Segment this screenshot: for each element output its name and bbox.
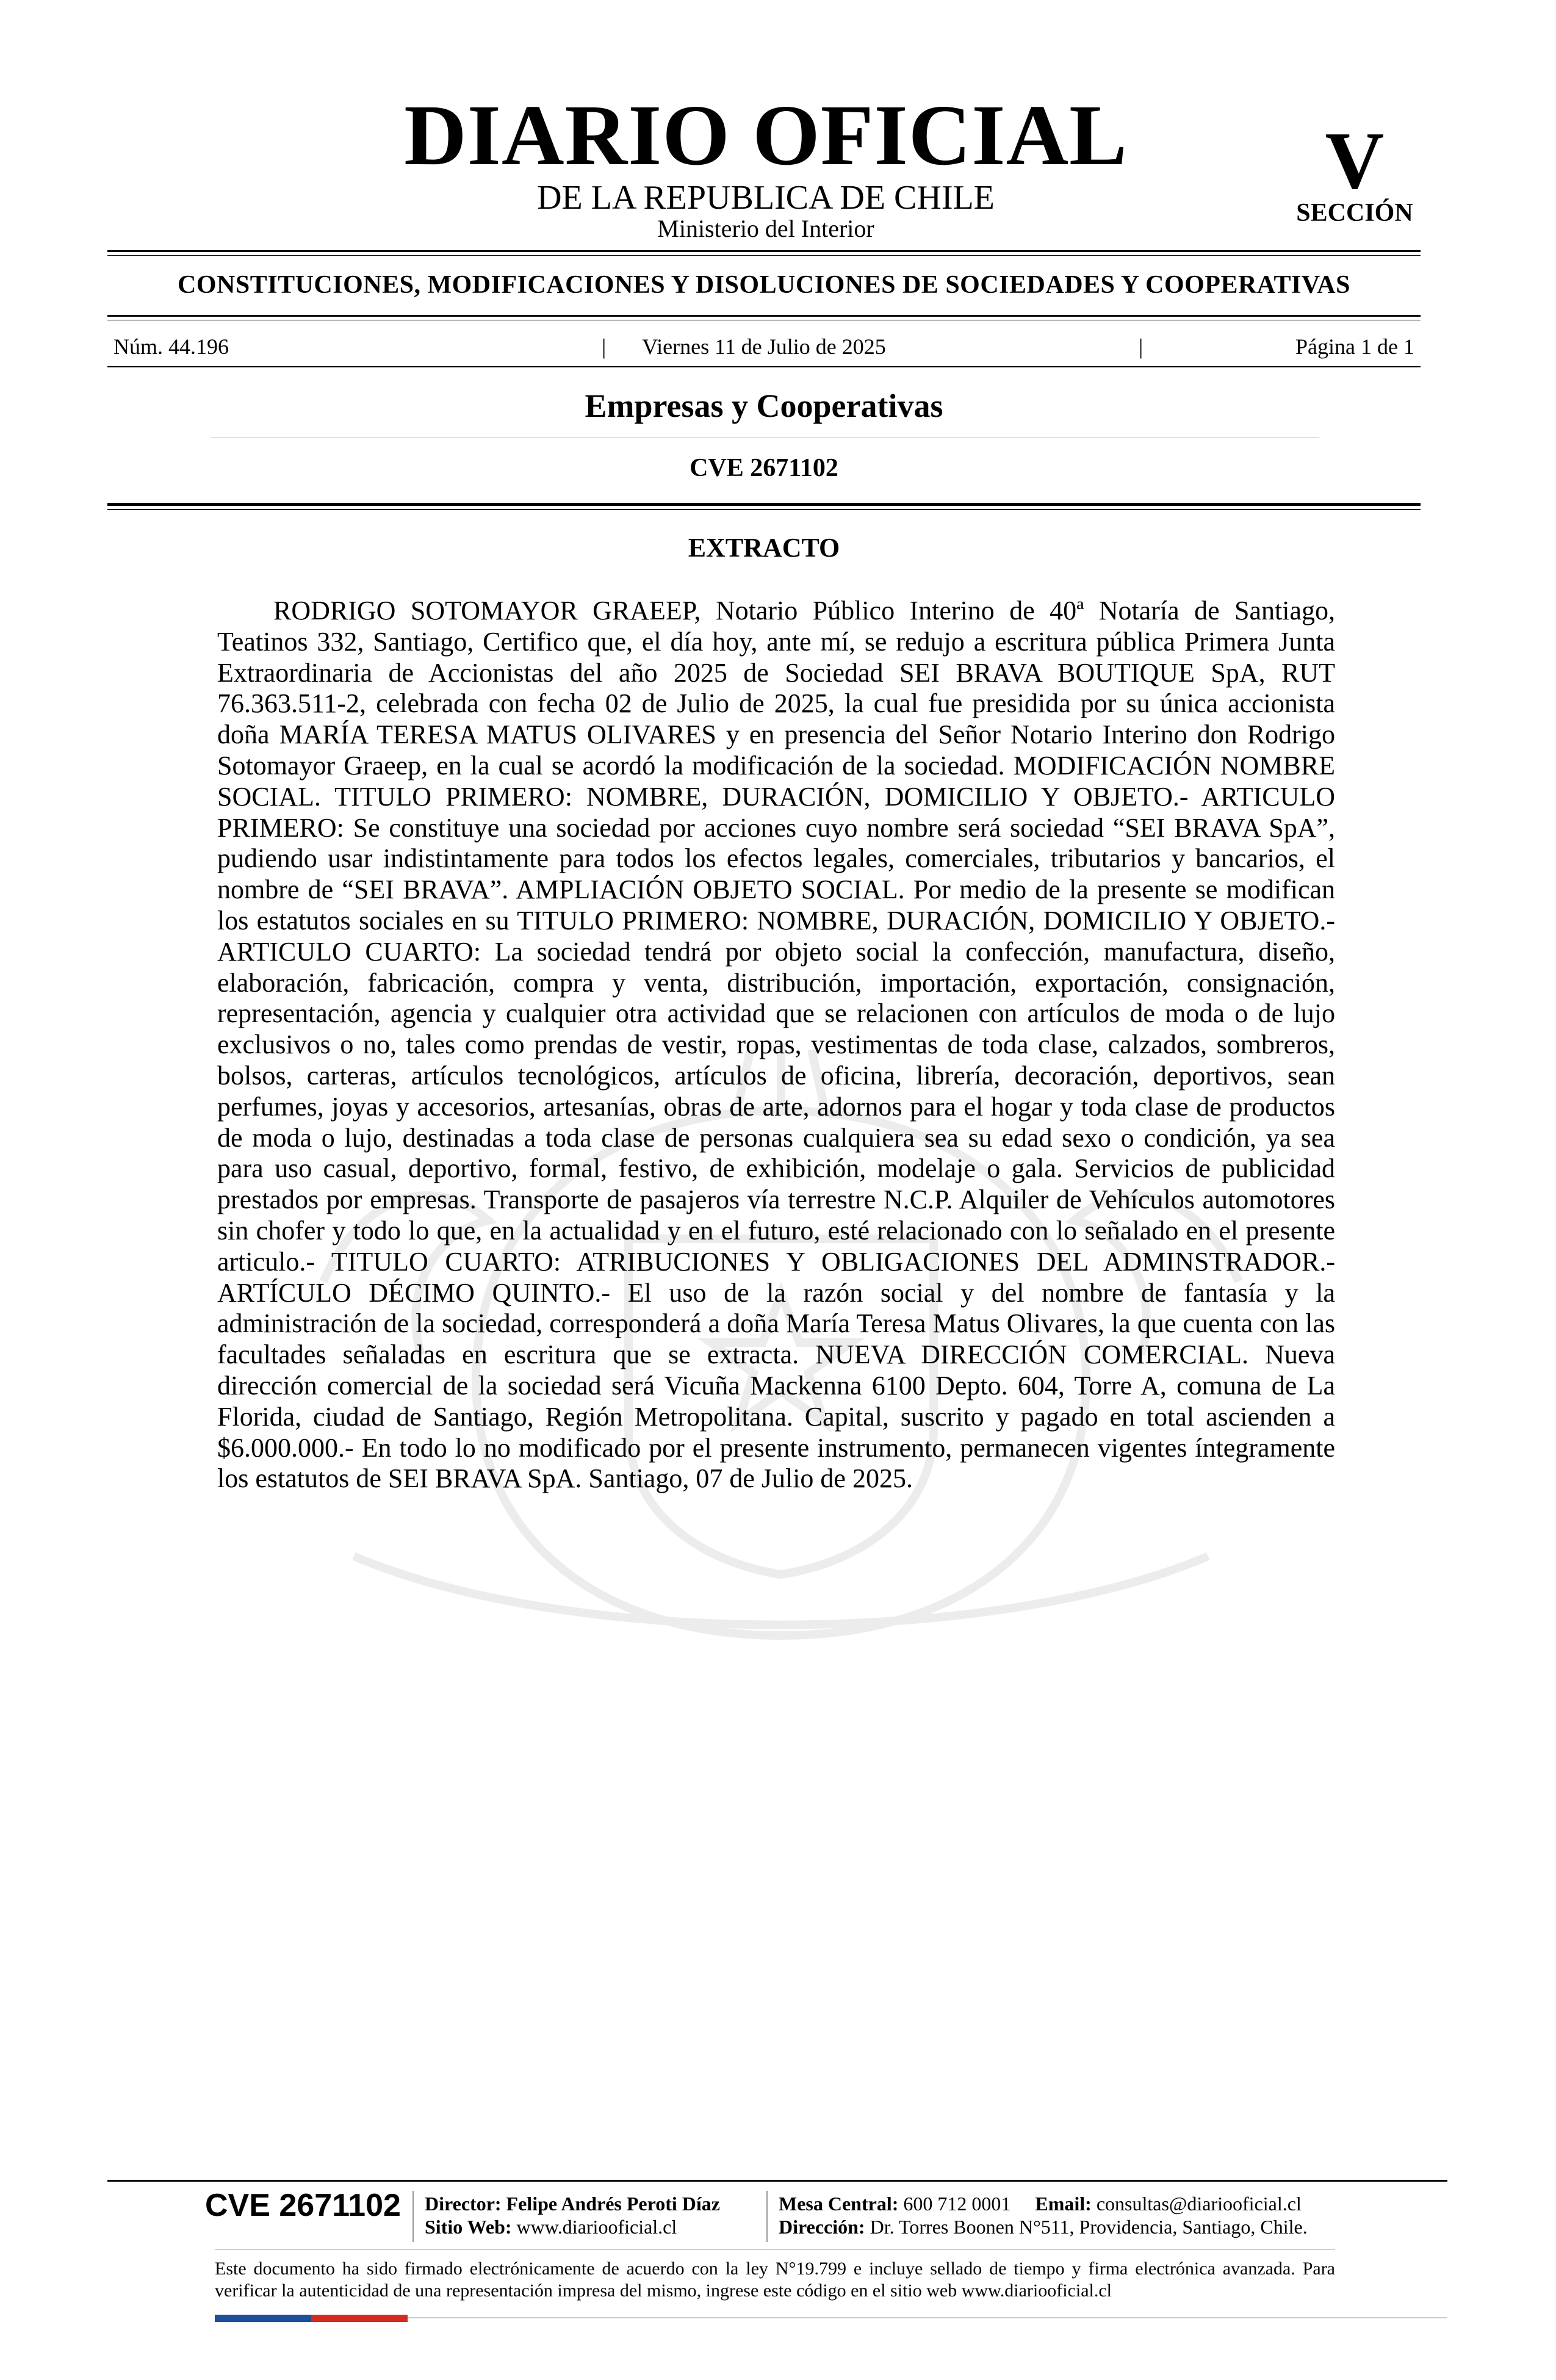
issue-separator: | bbox=[1139, 334, 1144, 359]
email-label: Email: bbox=[1035, 2193, 1092, 2215]
mesa-central-label: Mesa Central: bbox=[779, 2193, 899, 2215]
flag-blue-segment bbox=[215, 2315, 311, 2322]
section-label: SECCIÓN bbox=[1296, 199, 1413, 227]
issue-info-row bbox=[107, 334, 1421, 359]
address-label: Dirección: bbox=[779, 2216, 865, 2238]
category-underline bbox=[211, 437, 1319, 438]
masthead-ministry: Ministerio del Interior bbox=[657, 215, 874, 242]
footer-bottom-divider bbox=[408, 2317, 1447, 2318]
header-divider-thin bbox=[107, 509, 1421, 510]
footer-divider bbox=[107, 2180, 1447, 2182]
email-link[interactable]: consultas@diariooficial.cl bbox=[1096, 2193, 1302, 2215]
document-body: RODRIGO SOTOMAYOR GRAEEP, Notario Público Interino de 40ª Notaría de Santiago, Teatinos 332, Santiago, Certifico que, el día hoy, ante mí, se redujo a escritura pública Primera Junta Extraordinaria de Accionistas del año 2025 de Sociedad SEI BRAVA BOUTIQUE SpA, RUT 76.363.511-2, celebrada con fecha 02 de Julio de 2025, la cual fue presidida por su única accionista doña MARÍA TERESA MATUS OLIVARES y en presencia del Señor Notario Interino don Rodrigo Sotomayor Graeep, en la cual se acordó la modificación de la sociedad. MODIFICACIÓN NOMBRE SOCIAL. TITULO PRIMERO: NOMBRE, DURACIÓN, DOMICILIO Y OBJETO.- ARTICULO PRIMERO: Se constituye una sociedad por acciones cuyo nombre será sociedad “SEI BRAVA SpA”, pudiendo usar indistintamente para todos los efectos legales, comerciales, tributarios y bancarios, el nombre de “SEI BRAVA”. AMPLIACIÓN OBJETO SOCIAL. Por medio de la presente se modifican los estatutos sociales en su TITULO PRIMERO: NOMBRE, DURACIÓN, DOMICILIO Y OBJETO.- ARTICULO CUARTO: La sociedad tendrá por objeto social la confección, manufactura, diseño, elaboración, fabricación, compra y venta, distribución, importación, exportación, consignación, representación, agencia y cualquier otra actividad que se relacionen con artículos de moda o de lujo exclusivos o no, tales como prendas de vestir, ropas, vestimentas de toda clase, calzados, sombreros, bolsos, carteras, artículos tecnológicos, artículos de oficina, librería, decoración, deportivos, sean perfumes, joyas y accesorios, artesanías, obras de arte, adornos para el hogar y toda clase de productos de moda o lujo, destinadas a toda clase de personas cualquiera sea su edad sexo o condición, ya sea para uso casual, deportivo, formal, festivo, de exhibición, modelaje o gala. Servicios de publicidad prestados por empresas. Transporte de pasajeros vía terrestre N.C.P. Alquiler de Vehículos automotores sin chofer y todo lo que, en la actualidad y en el futuro, esté relacionado con lo señalado en el presente articulo.- TITULO CUARTO: ATRIBUCIONES Y OBLIGACIONES DEL ADMINSTRADOR.- ARTÍCULO DÉCIMO QUINTO.- El uso de la razón social y del nombre de fantasía y la administración de la sociedad, corresponderá a doña María Teresa Matus Olivares, la que cuenta con las facultades señaladas en escritura que se extracta. NUEVA DIRECCIÓN COMERCIAL. Nueva dirección comercial de la sociedad será Vicuña Mackenna 6100 Depto. 604, Torre A, comuna de La Florida, ciudad de Santiago, Región Metropolitana. Capital, suscrito y pagado en total ascienden a $6.000.000.- En todo lo no modificado por el presente instrumento, permanecen vigentes íntegramente los estatutos de SEI BRAVA SpA. Santiago, 07 de Julio de 2025. bbox=[217, 596, 1335, 1494]
director-label: Director: bbox=[425, 2193, 502, 2215]
footer-separator bbox=[766, 2191, 768, 2242]
chile-flag-stripe bbox=[215, 2315, 408, 2322]
footer-legal-notice: Este documento ha sido firmado electrónicamente de acuerdo con la ley N°19.799 e incluye sellado de tiempo y firma electrónica avanzada. Para verificar la autenticidad de una representación impresa del mismo, ingrese este código en el sitio web www.diariooficial.cl bbox=[215, 2259, 1335, 2301]
address-value: Dr. Torres Boonen N°511, Providencia, Santiago, Chile. bbox=[870, 2216, 1308, 2238]
section-divider bbox=[107, 315, 1421, 317]
issue-separator: | bbox=[602, 334, 607, 359]
section-letter: V bbox=[1325, 115, 1385, 206]
director-name: Felipe Andrés Peroti Díaz bbox=[506, 2193, 720, 2215]
issue-number: Núm. 44.196 bbox=[113, 334, 229, 359]
website-link[interactable]: www.diariooficial.cl bbox=[516, 2216, 677, 2238]
document-title: EXTRACTO bbox=[688, 533, 840, 563]
footer-thin-divider bbox=[215, 2249, 1335, 2250]
flag-red-segment bbox=[311, 2315, 408, 2322]
header-divider bbox=[107, 503, 1421, 506]
masthead-divider-thin bbox=[107, 255, 1421, 256]
masthead-divider bbox=[107, 250, 1421, 252]
issue-divider bbox=[107, 366, 1421, 367]
footer-contact-block bbox=[779, 2192, 1308, 2238]
footer-separator bbox=[412, 2191, 414, 2242]
masthead-title: DIARIO OFICIAL bbox=[404, 87, 1128, 183]
issue-page: Página 1 de 1 bbox=[1295, 334, 1414, 359]
masthead-subtitle: DE LA REPUBLICA DE CHILE bbox=[537, 179, 995, 217]
category-heading: Empresas y Cooperativas bbox=[585, 388, 943, 424]
cve-code: CVE 2671102 bbox=[690, 454, 838, 482]
mesa-central-phone: 600 712 0001 bbox=[903, 2193, 1011, 2215]
footer-director-block bbox=[425, 2192, 720, 2238]
footer-cve-code: CVE 2671102 bbox=[205, 2188, 401, 2223]
section-title: CONSTITUCIONES, MODIFICACIONES Y DISOLUCIONES DE SOCIEDADES Y COOPERATIVAS bbox=[178, 271, 1350, 299]
website-label: Sitio Web: bbox=[425, 2216, 512, 2238]
issue-date: Viernes 11 de Julio de 2025 bbox=[642, 334, 886, 359]
